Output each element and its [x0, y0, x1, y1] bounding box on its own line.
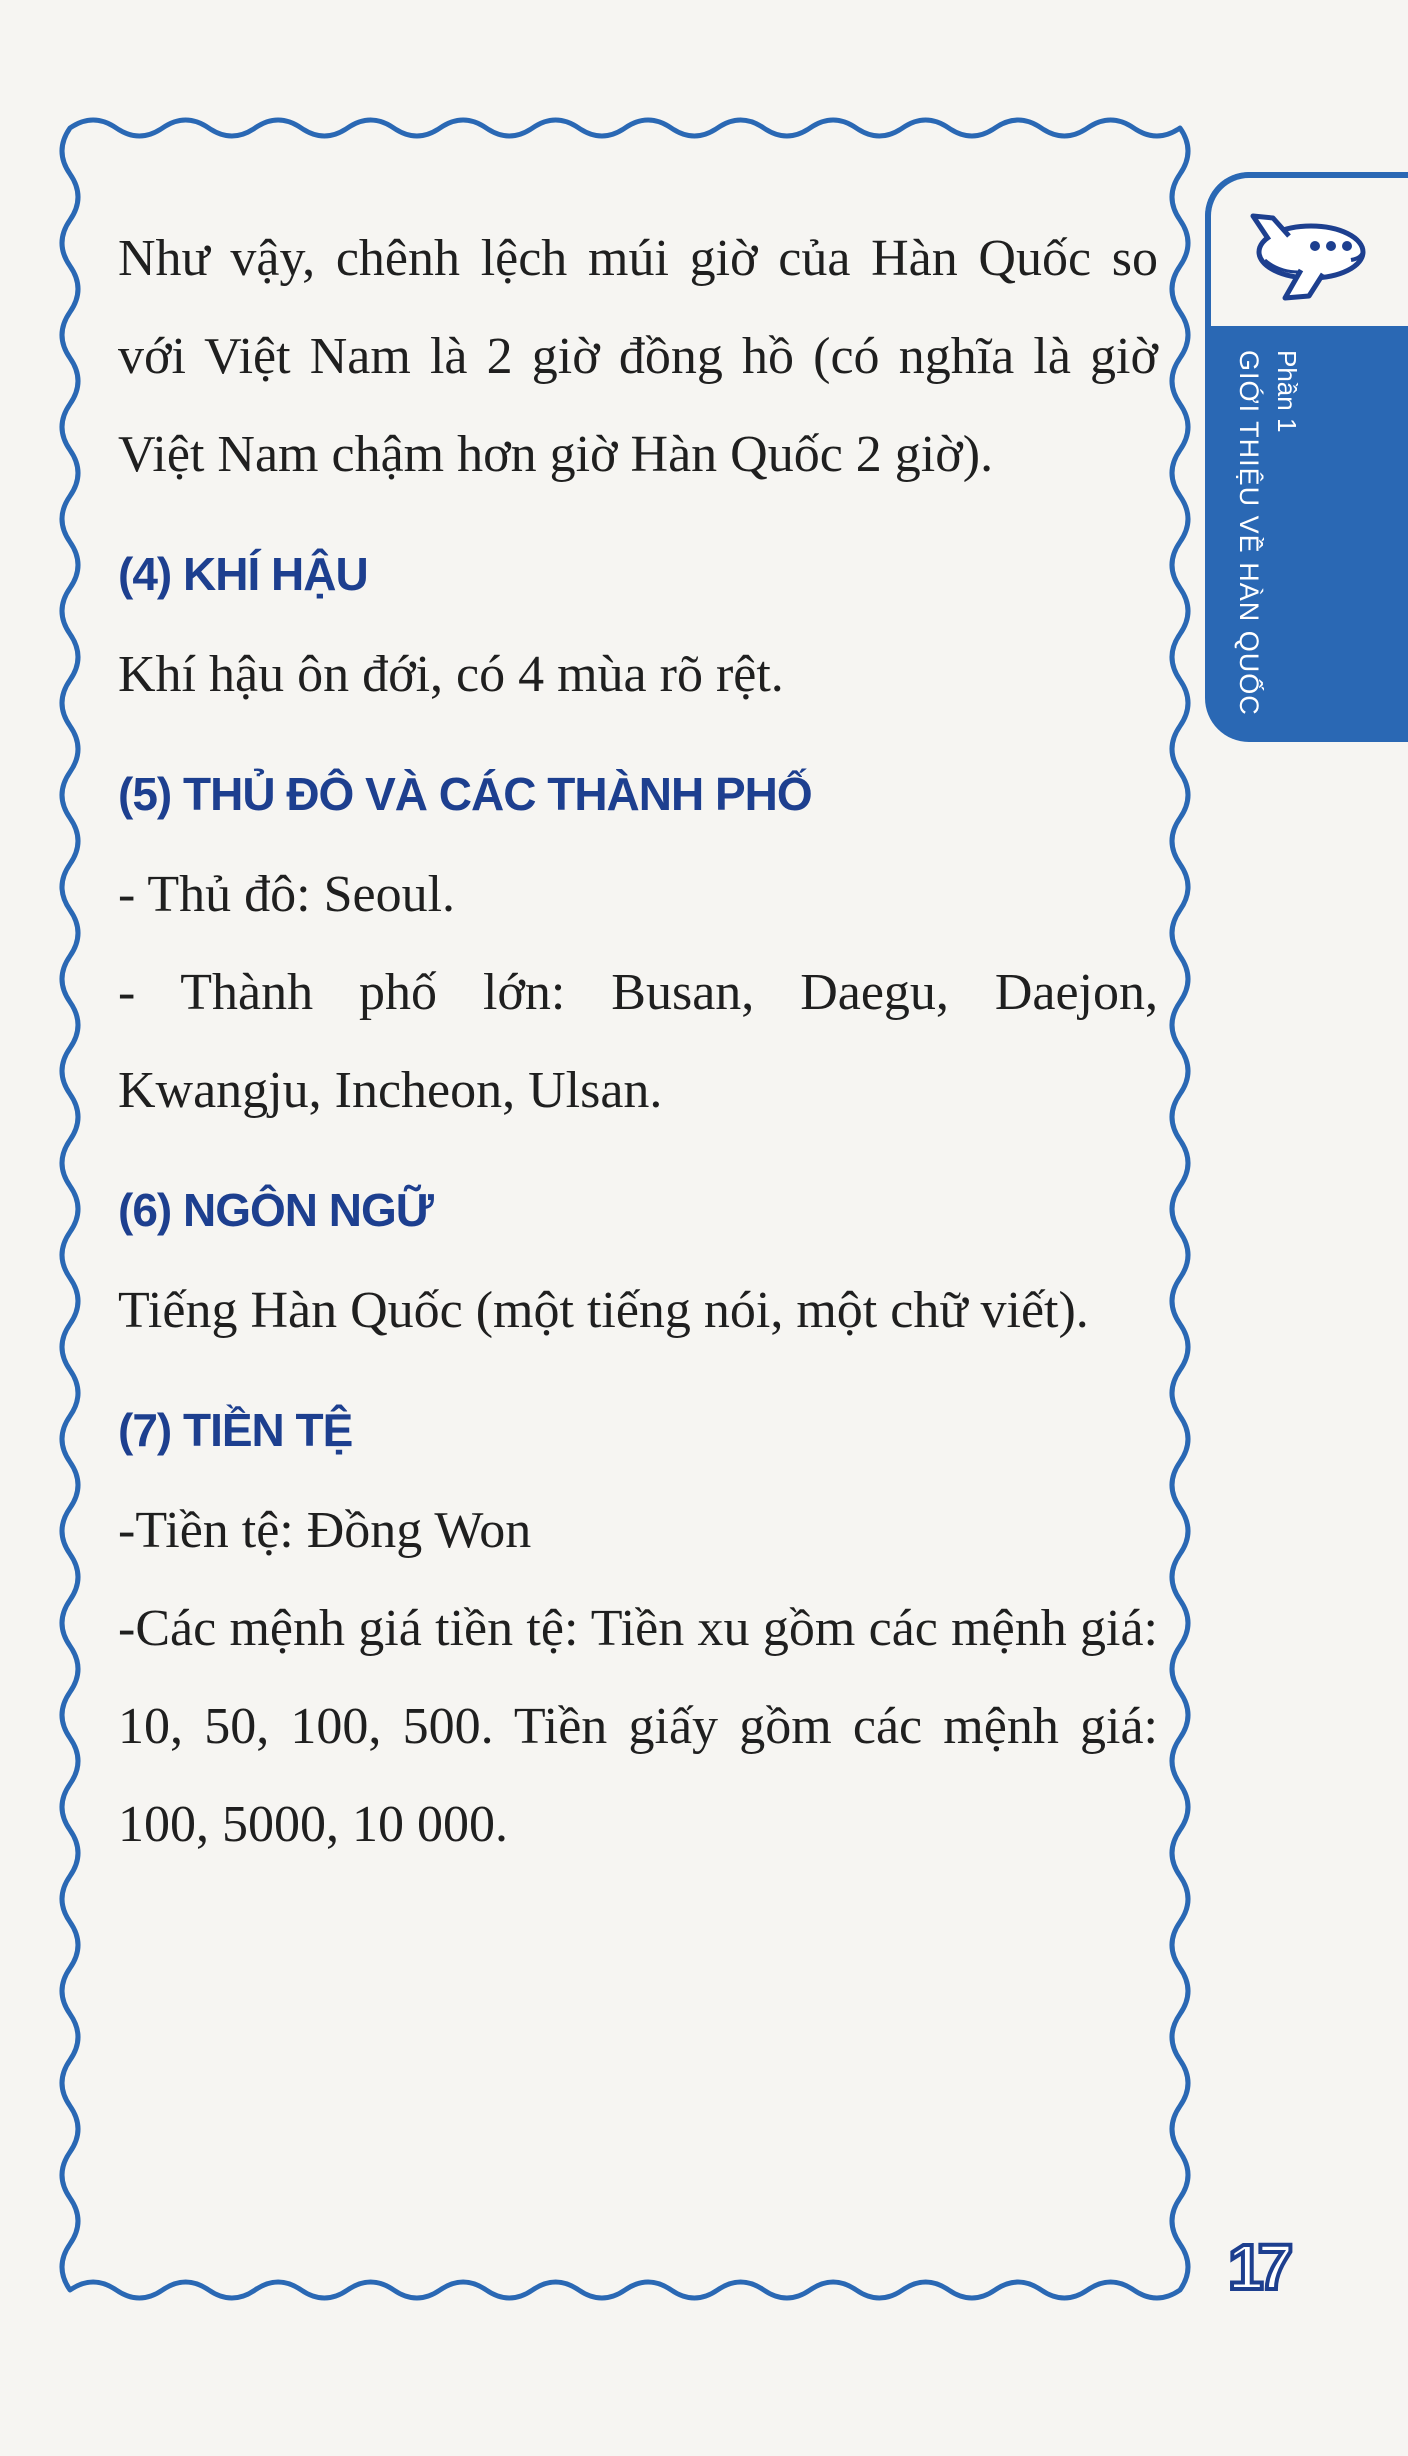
section-line: - Thủ đô: Seoul.	[118, 866, 456, 923]
tab-text-area	[1227, 350, 1327, 720]
section-capital-cities	[118, 764, 1158, 1140]
page-content	[118, 210, 1158, 1874]
page-number: 17	[1228, 2231, 1288, 2303]
tab-title-label: GIỚI THIỆU VỀ HÀN QUỐC	[1234, 350, 1264, 716]
section-heading-climate: (4) KHÍ HẬU	[118, 548, 368, 600]
chapter-side-tab	[1205, 172, 1408, 742]
section-line: Khí hậu ôn đới, có 4 mùa rõ rệt.	[118, 646, 784, 703]
section-currency	[118, 1400, 1158, 1874]
intro-paragraph: Như vậy, chênh lệch múi giờ của Hàn Quốc so với Việt Nam là 2 giờ đồng hồ (có nghĩa là giờ Việt Nam chậm hơn giờ Hàn Quốc 2 giờ).	[118, 230, 1158, 483]
section-line: - Thành phố lớn: Busan, Daegu, Daejon, Kwangju, Incheon, Ulsan.	[118, 964, 1158, 1119]
airplane-icon	[1239, 200, 1379, 310]
section-line: -Các mệnh giá tiền tệ: Tiền xu gồm các mệnh giá: 10, 50, 100, 500. Tiền giấy gồm các mệnh giá: 100, 5000, 10 000.	[118, 1600, 1158, 1853]
tab-part-label: Phần 1	[1272, 350, 1302, 433]
section-heading-language: (6) NGÔN NGỮ	[118, 1184, 433, 1236]
section-line: -Tiền tệ: Đồng Won	[118, 1502, 532, 1559]
section-heading-currency: (7) TIỀN TỆ	[118, 1404, 353, 1456]
tab-icon-area	[1205, 172, 1408, 332]
section-language	[118, 1180, 1158, 1360]
section-climate	[118, 544, 1158, 724]
section-line: Tiếng Hàn Quốc (một tiếng nói, một chữ viết).	[118, 1282, 1089, 1339]
section-heading-capital: (5) THỦ ĐÔ VÀ CÁC THÀNH PHỐ	[118, 768, 812, 820]
